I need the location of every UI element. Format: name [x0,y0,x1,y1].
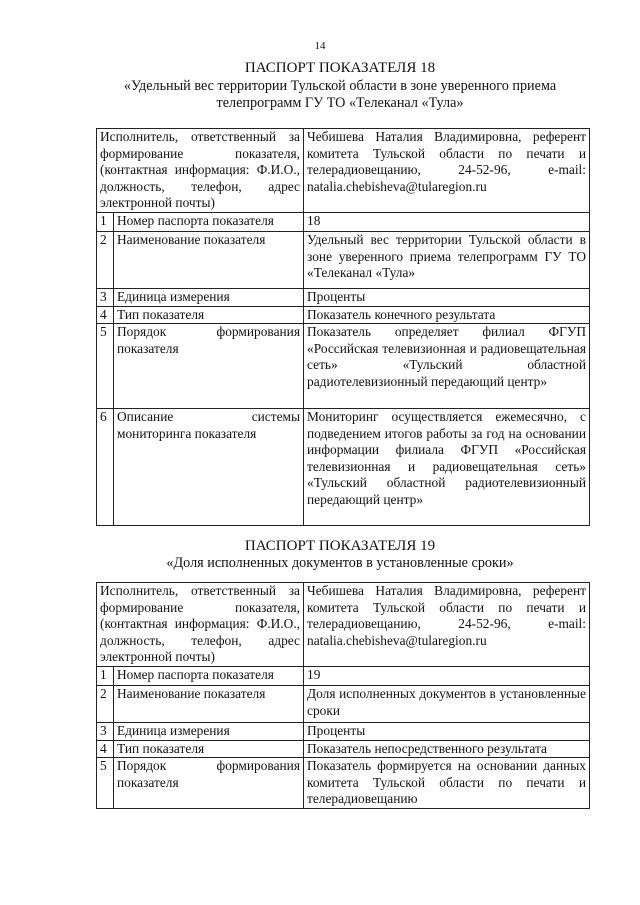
passport-18-subtitle-line-2: телепрограмм ГУ ТО «Телеканал «Тула» [216,95,464,111]
row-number: 3 [97,723,114,741]
header-label: Исполнитель, ответственный за формирование показателя, (контактная информация: Ф.И.О., должность, телефон, адрес электронной почты) [97,129,304,213]
row-label: Порядок формирования показателя [114,758,304,809]
row-value: Удельный вес территории Тульской области в зоне уверенного приема телепрограмм ГУ ТО «Телеканал «Тула» [304,232,590,289]
row-value: 18 [304,213,590,232]
table-row [97,686,590,723]
row-value: Показатель конечного результата [304,306,590,324]
table-row [97,213,590,232]
row-number: 4 [97,306,114,324]
table-row [97,723,590,741]
row-number: 6 [97,409,114,526]
row-label: Единица измерения [114,289,304,307]
row-value: Доля исполненных документов в установленные сроки [304,686,590,723]
row-label: Единица измерения [114,723,304,741]
table-row [97,324,590,409]
row-label: Наименование показателя [114,232,304,289]
row-label: Описание системы мониторинга показателя [114,409,304,526]
row-number: 4 [97,740,114,758]
passport-18-table [96,128,590,526]
passport-19-table [96,582,590,809]
row-label: Номер паспорта показателя [114,667,304,686]
row-value: Проценты [304,289,590,307]
row-number: 3 [97,289,114,307]
row-number: 2 [97,686,114,723]
row-label: Номер паспорта показателя [114,213,304,232]
row-value: Мониторинг осуществляется ежемесячно, с подведением итогов работы за год на основании информации филиала ФГУП «Российская телевизионная и радиовещательная сеть» «Тульский областной радиотелевизионный передающий центр» [304,409,590,526]
row-value: 19 [304,667,590,686]
row-value: Показатель непосредственного результата [304,740,590,758]
row-number: 5 [97,324,114,409]
table-row [97,129,590,213]
passport-18-subtitle-line-1: «Удельный вес территории Тульской области в зоне уверенного приема [123,78,557,94]
row-number: 1 [97,213,114,232]
table-row [97,740,590,758]
table-row [97,667,590,686]
page-number: 14 [314,40,326,52]
passport-19-title: ПАСПОРТ ПОКАЗАТЕЛЯ 19 [244,538,436,554]
passport-18-title: ПАСПОРТ ПОКАЗАТЕЛЯ 18 [244,60,436,76]
row-label: Порядок формирования показателя [114,324,304,409]
table-row [97,409,590,526]
row-label: Тип показателя [114,306,304,324]
table-row [97,758,590,809]
header-value: Чебишева Наталия Владимировна, референт комитета Тульской области по печати и телерадиовещанию, 24-52-96, e-mail: natalia.chebisheva@tularegion.ru [304,583,590,667]
header-label: Исполнитель, ответственный за формирование показателя, (контактная информация: Ф.И.О., должность, телефон, адрес электронной почты) [97,583,304,667]
table-row [97,306,590,324]
row-number: 5 [97,758,114,809]
passport-19-subtitle-line-1: «Доля исполненных документов в установленные сроки» [166,555,514,571]
row-label: Тип показателя [114,740,304,758]
row-value: Показатель определяет филиал ФГУП «Российская телевизионная и радиовещательная сеть» «Тульский областной радиотелевизионный передающий центр» [304,324,590,409]
table-row [97,289,590,307]
row-value: Показатель формируется на основании данных комитета Тульской области по печати и телерадиовещанию [304,758,590,809]
row-number: 1 [97,667,114,686]
row-label: Наименование показателя [114,686,304,723]
row-value: Проценты [304,723,590,741]
header-value: Чебишева Наталия Владимировна, референт комитета Тульской области по печати и телерадиовещанию, 24-52-96, e-mail: natalia.chebisheva@tularegion.ru [304,129,590,213]
table-row [97,232,590,289]
table-row [97,583,590,667]
row-number: 2 [97,232,114,289]
